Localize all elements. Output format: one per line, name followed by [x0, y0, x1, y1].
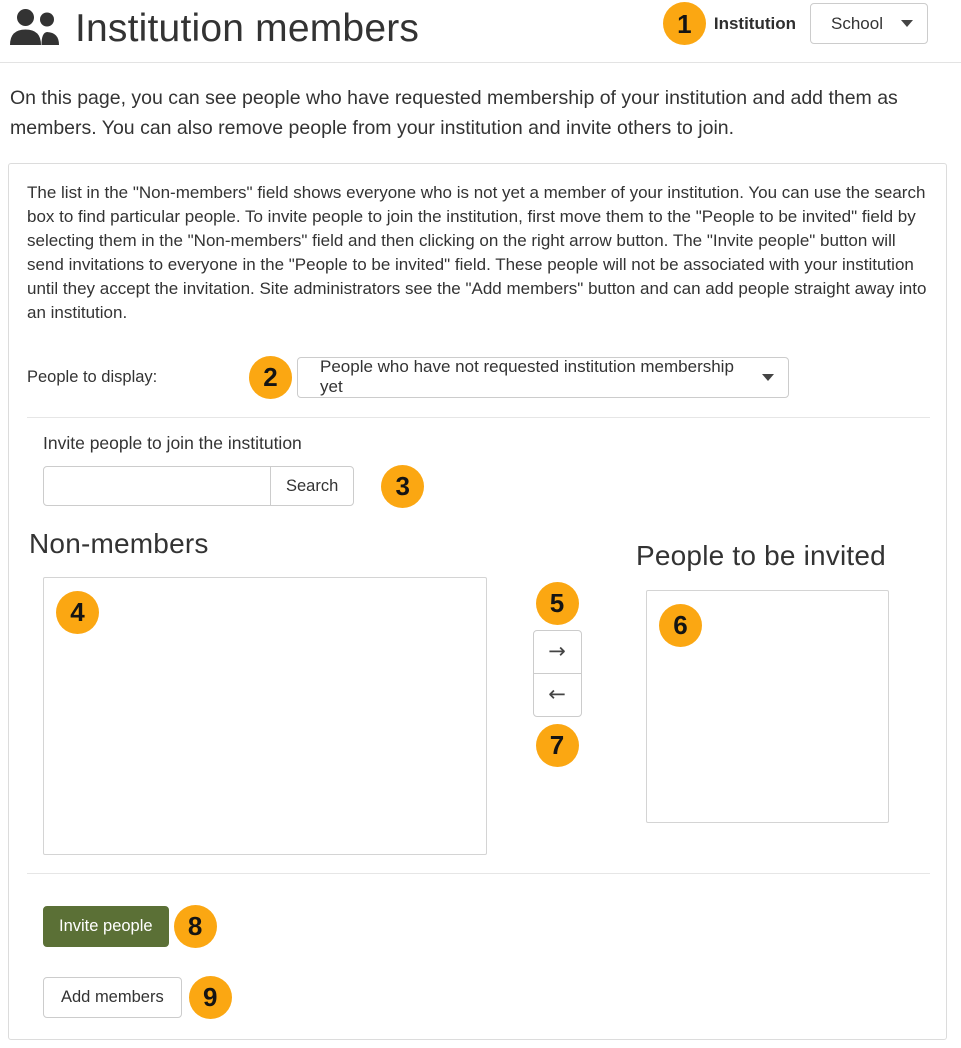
nonmembers-listbox[interactable]	[43, 577, 487, 855]
nonmembers-heading: Non-members	[29, 527, 209, 559]
invited-listbox[interactable]	[646, 590, 889, 823]
invite-people-button[interactable]: Invite people	[43, 906, 169, 947]
add-action-row	[43, 976, 930, 1019]
divider	[27, 873, 930, 874]
transfer-button-group	[533, 630, 582, 717]
invite-search-section	[43, 433, 930, 508]
nonmembers-column	[27, 518, 487, 855]
invited-heading: People to be invited	[636, 539, 886, 571]
search-button[interactable]: Search	[270, 466, 354, 506]
annotation-badge-7: 7	[536, 724, 579, 767]
institution-select-value: School	[831, 13, 883, 33]
institution-label: Institution	[713, 13, 796, 33]
search-row	[43, 465, 930, 508]
invite-action-row	[43, 905, 930, 948]
institution-picker	[663, 2, 928, 45]
transfer-controls-column	[487, 518, 627, 855]
people-to-display-label: People to display:	[27, 367, 158, 386]
people-to-display-select[interactable]	[297, 357, 789, 398]
member-transfer-section	[27, 518, 930, 855]
chevron-down-icon	[762, 374, 774, 381]
invited-column	[627, 518, 889, 855]
move-right-button[interactable]	[533, 630, 582, 674]
annotation-badge-8: 8	[174, 905, 217, 948]
move-left-button[interactable]	[533, 673, 582, 717]
page-title: Institution members	[75, 7, 420, 50]
annotation-badge-6: 6	[659, 604, 702, 647]
form-explanation: The list in the "Non-members" field shows everyone who is not yet a member of your institution. You can use the search box to find particular people. To invite people to join the institution, first move them to the "People to be invited" field by selecting them in the "Non-members" field and then clicking on the right arrow button. The "Invite people" button will send invitations to everyone in the "People to be invited" field. These people will not be associated with your institution until they accept the invitation. Site administrators see the "Add members" button and can add people straight away into an institution.	[27, 182, 927, 322]
annotation-badge-2: 2	[249, 356, 292, 399]
annotation-badge-3: 3	[381, 465, 424, 508]
annotation-badge-1: 1	[663, 2, 706, 45]
institution-members-form-panel	[8, 163, 947, 1040]
chevron-down-icon	[901, 20, 913, 27]
arrow-left-icon: ←	[548, 682, 566, 707]
search-input[interactable]	[43, 466, 271, 506]
annotation-badge-4: 4	[56, 591, 99, 634]
annotation-badge-9: 9	[189, 976, 232, 1019]
divider	[27, 417, 930, 418]
page-header	[0, 0, 961, 63]
page-intro: On this page, you can see people who have requested membership of your institution and add them as members. You can also remove people from your institution and invite others to join.	[10, 87, 898, 139]
arrow-right-icon: →	[548, 639, 566, 664]
people-to-display-row	[27, 356, 930, 399]
users-icon	[10, 9, 59, 50]
people-to-display-select-value: People who have not requested institution membership yet	[320, 357, 734, 397]
add-members-button[interactable]: Add members	[43, 977, 182, 1018]
institution-select[interactable]	[810, 3, 928, 44]
annotation-badge-5: 5	[536, 582, 579, 625]
invite-search-label: Invite people to join the institution	[43, 432, 302, 453]
